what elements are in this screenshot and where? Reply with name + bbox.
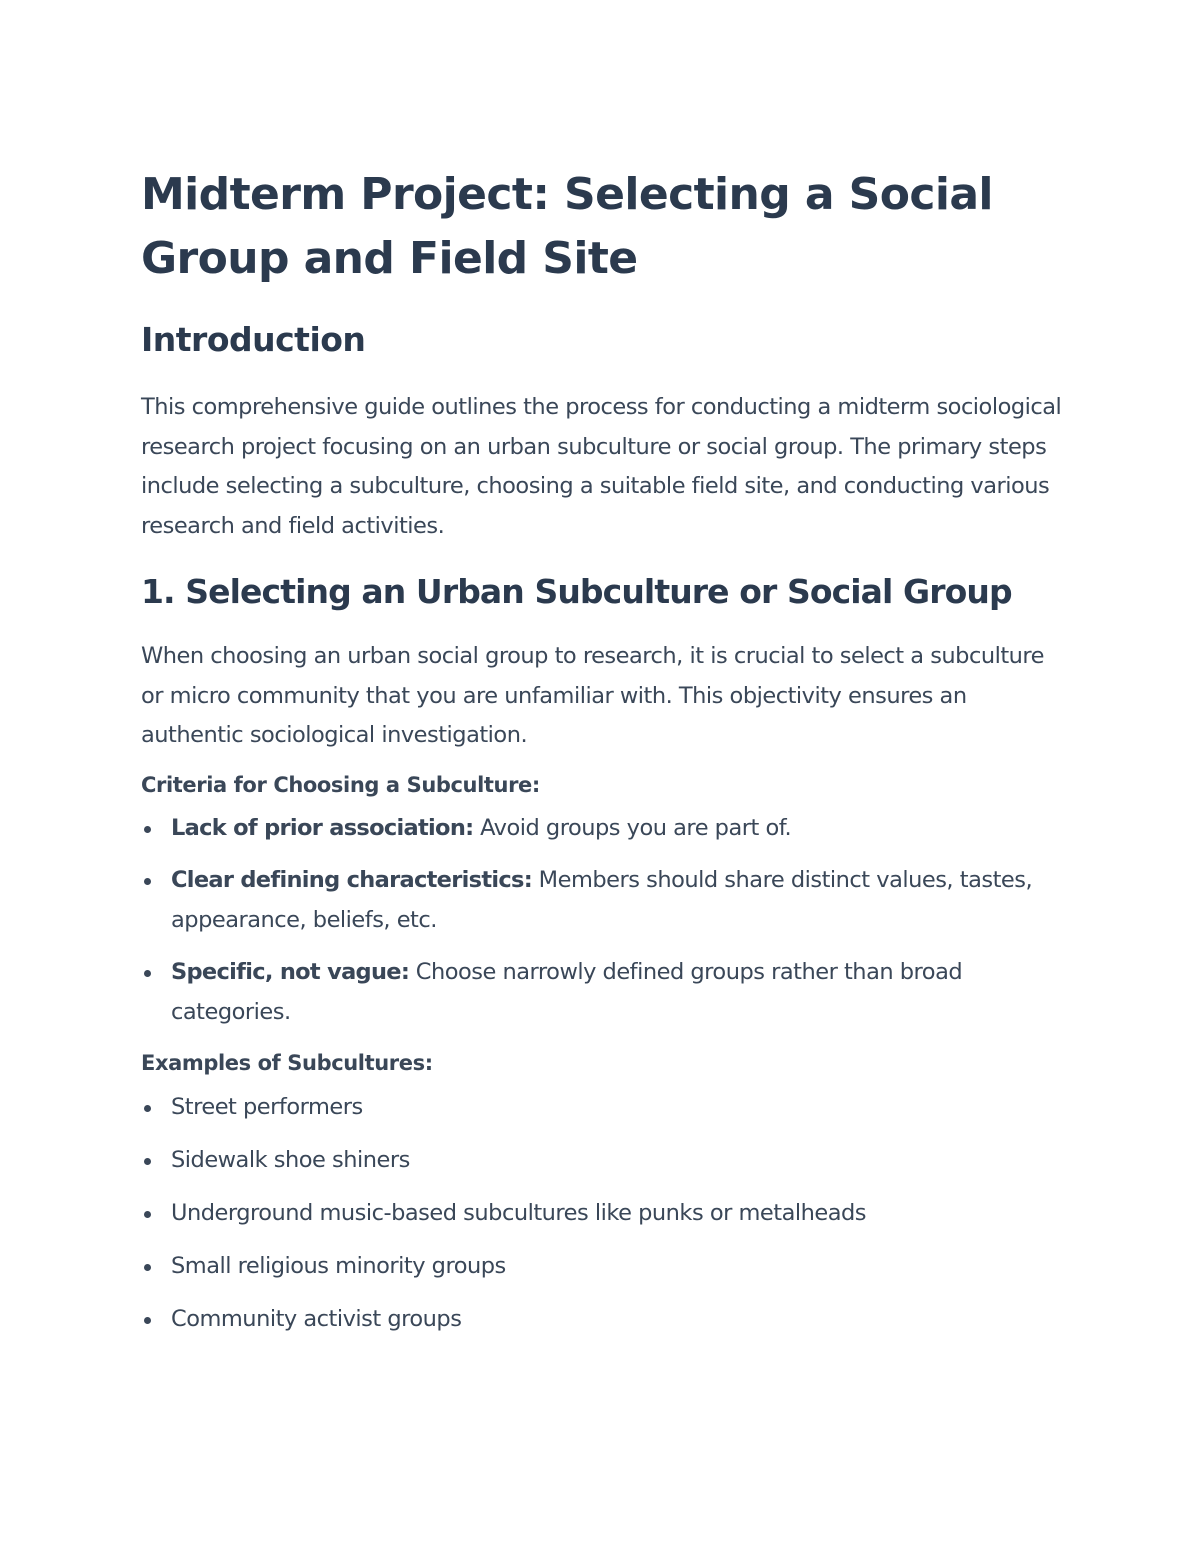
bullet-icon bbox=[144, 970, 151, 977]
document-title: Midterm Project: Selecting a Social Group and Field Site bbox=[141, 169, 993, 284]
criteria-term: Lack of prior association: bbox=[171, 814, 474, 841]
examples-list-item bbox=[141, 1247, 1071, 1287]
criteria-term: Specific, not vague: bbox=[171, 959, 410, 985]
criteria-list bbox=[141, 809, 1071, 1033]
document-page bbox=[141, 163, 1071, 1340]
criteria-list-item bbox=[141, 953, 1071, 1032]
example-text: Underground music-based subcultures like punks or metalheads bbox=[171, 1200, 866, 1226]
criteria-list-item bbox=[141, 809, 1071, 849]
examples-list-item bbox=[141, 1300, 1071, 1340]
section-1-heading: 1. Selecting an Urban Subculture or Social Group bbox=[141, 572, 1012, 611]
criteria-term: Clear defining characteristics: bbox=[171, 867, 533, 893]
examples-list-item bbox=[141, 1088, 1071, 1128]
examples-label: Examples of Subcultures: bbox=[141, 1051, 433, 1075]
bullet-icon bbox=[144, 1158, 151, 1165]
criteria-text: Members should share distinct values, tastes, appearance, beliefs, etc. bbox=[171, 867, 1033, 933]
bullet-icon bbox=[144, 1317, 151, 1324]
bullet-icon bbox=[144, 878, 151, 885]
example-text: Sidewalk shoe shiners bbox=[171, 1147, 410, 1173]
bullet-icon bbox=[144, 1105, 151, 1112]
example-text: Small religious minority groups bbox=[171, 1253, 506, 1279]
introduction-paragraph: This comprehensive guide outlines the process for conducting a midterm sociological research project focusing on an urban subculture or social group. The primary steps include selecting a subculture, choosing a suitable field site, and conducting various research and field activities. bbox=[141, 394, 1062, 539]
bullet-icon bbox=[144, 826, 151, 833]
criteria-text: Choose narrowly defined groups rather than broad categories. bbox=[171, 959, 963, 1025]
bullet-icon bbox=[144, 1211, 151, 1218]
criteria-list-item bbox=[141, 861, 1071, 940]
bullet-icon bbox=[144, 1264, 151, 1271]
examples-list bbox=[141, 1088, 1071, 1340]
criteria-label: Criteria for Choosing a Subculture: bbox=[141, 772, 540, 797]
examples-list-item bbox=[141, 1194, 1071, 1234]
introduction-heading: Introduction bbox=[141, 320, 366, 359]
example-text: Street performers bbox=[171, 1094, 363, 1120]
criteria-text: Avoid groups you are part of. bbox=[473, 814, 792, 841]
section-1-paragraph: When choosing an urban social group to research, it is crucial to select a subculture or micro community that you are unfamiliar with. This objectivity ensures an authentic sociological investigation. bbox=[141, 643, 1045, 748]
example-text: Community activist groups bbox=[171, 1306, 462, 1332]
examples-list-item bbox=[141, 1141, 1071, 1181]
